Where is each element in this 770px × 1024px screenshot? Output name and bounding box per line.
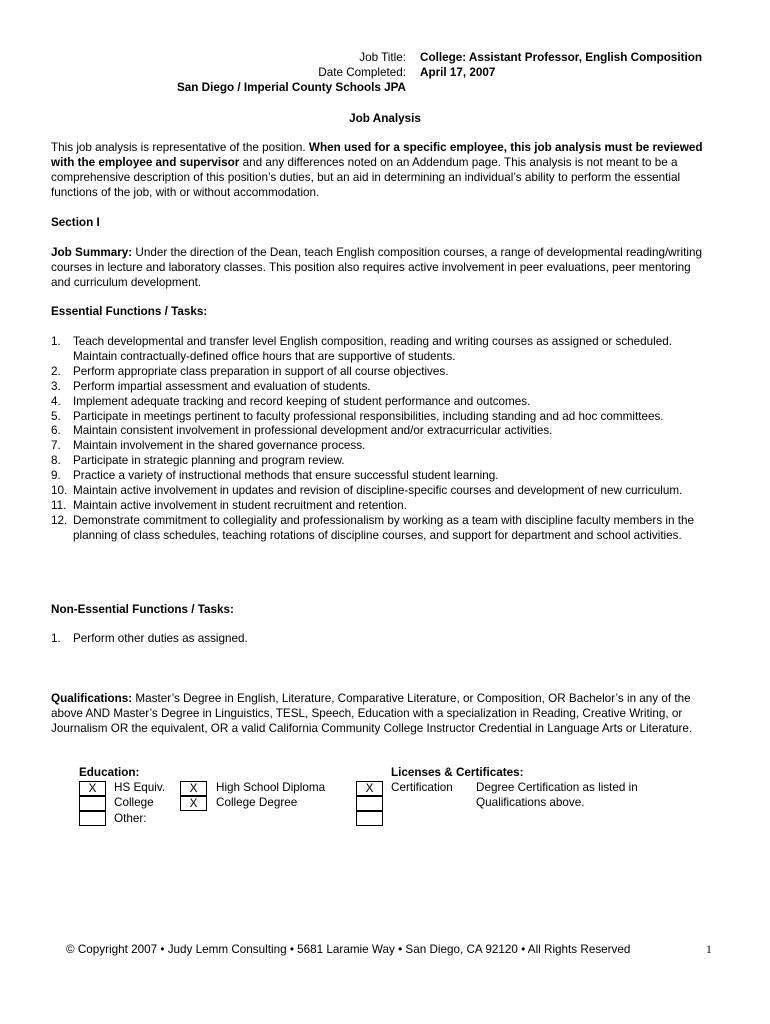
section-heading: Section I: [51, 216, 100, 229]
page-number: 1: [706, 943, 712, 956]
job-summary-paragraph: [51, 246, 711, 291]
education-checkbox-hs-diploma[interactable]: X: [180, 781, 207, 796]
license-note-line-2: Qualifications above.: [476, 796, 585, 809]
list-item: 11. Maintain active involvement in student recruitment and retention.: [51, 498, 407, 512]
essential-functions-heading: Essential Functions / Tasks:: [51, 305, 208, 318]
non-essential-functions-list: [51, 632, 711, 647]
date-completed-value: April 17, 2007: [420, 66, 496, 79]
qualifications-paragraph: [51, 692, 711, 737]
header-date-row: [0, 66, 770, 81]
education-checkbox-hs-equiv[interactable]: X: [79, 781, 106, 796]
job-summary-text: Under the direction of the Dean, teach English composition courses, a range of developmental reading/writing courses in lecture and laboratory classes. This position also requires active involvement in peer evaluations, peer mentoring and curriculum development.: [51, 246, 702, 289]
document-title: Job Analysis: [349, 112, 421, 125]
education-checkbox-college-degree[interactable]: X: [180, 796, 207, 811]
list-item: 6. Maintain consistent involvement in professional development and/or extracurricular activities.: [51, 424, 553, 438]
intro-text-end: and any differences noted on an Addendum page. This analysis is not meant to be a comprehensive description of this position’s duties, but an aid in determining an individual’s ability to perform the essential functions of the job, with or without accommodation.: [51, 155, 681, 199]
non-essential-functions-heading: Non-Essential Functions / Tasks:: [51, 603, 234, 616]
job-title-value: College: Assistant Professor, English Composition: [420, 51, 703, 64]
copyright-text: © Copyright 2007 • Judy Lemm Consulting • 5681 Laramie Way • San Diego, CA 92120 • All Rights Reserved: [66, 943, 631, 956]
list-item: 4. Implement adequate tracking and record keeping of student performance and outcomes.: [51, 394, 531, 408]
date-completed-label: Date Completed:: [318, 66, 406, 79]
list-item: 2. Perform appropriate class preparation in support of all course objectives.: [51, 364, 449, 378]
list-item: 10. Maintain active involvement in updates and revision of discipline-specific courses and development of new curriculum.: [51, 484, 683, 498]
license-note-line-1: Degree Certification as listed in: [476, 781, 638, 794]
list-item: 1. Perform other duties as assigned.: [51, 632, 248, 645]
header-org-row: [0, 81, 770, 96]
essential-functions-list: [51, 335, 711, 544]
license-checkbox-certification[interactable]: X: [356, 781, 383, 796]
education-label-college-degree: College Degree: [216, 796, 298, 809]
education-checkbox-college[interactable]: [79, 796, 106, 811]
intro-paragraph: [51, 141, 711, 201]
list-item: 7. Maintain involvement in the shared governance process.: [51, 439, 366, 453]
list-item: 1. Teach developmental and transfer level English composition, reading and writing courses as assigned or scheduled. Maintain contractually-defined office hours that are supportive of students.: [51, 335, 673, 363]
intro-text-start: This job analysis is representative of the position.: [51, 141, 309, 154]
licenses-heading: Licenses & Certificates:: [391, 766, 524, 779]
list-item: 12. Demonstrate commitment to collegiality and professionalism by working as a team with discipline faculty members in the planning of class schedules, teaching rotations of discipline courses, and support for department and school activities.: [51, 513, 694, 542]
list-item: 8. Participate in strategic planning and program review.: [51, 454, 345, 468]
list-item: 3. Perform impartial assessment and evaluation of students.: [51, 379, 371, 393]
intro-bold-text: When used for a specific employee, this job analysis must be reviewed with the employee and supervisor: [51, 141, 703, 169]
job-summary-label: Job Summary:: [51, 246, 133, 259]
header-job-title-row: [0, 51, 770, 66]
education-label-college: College: [114, 796, 154, 809]
education-label-hs-diploma: High School Diploma: [216, 781, 326, 794]
qualifications-text: Master’s Degree in English, Literature, Comparative Literature, or Composition, OR Bachelor’s in any of the above AND Master’s Degree in Linguistics, TESL, Speech, Education with a specialization in Reading, Creative Writing, or Journalism OR the equivalent, OR a valid California Community College Instructor Credential in Language Arts or Literature.: [51, 692, 693, 735]
license-checkbox-2[interactable]: [356, 796, 383, 811]
education-checkbox-other[interactable]: [79, 811, 106, 826]
education-label-hs-equiv: HS Equiv.: [114, 781, 166, 794]
organization-name: San Diego / Imperial County Schools JPA: [176, 81, 406, 94]
license-label-certification: Certification: [391, 781, 453, 794]
qualifications-label: Qualifications:: [51, 692, 133, 705]
job-title-label: Job Title:: [359, 51, 406, 64]
list-item: 9. Practice a variety of instructional methods that ensure successful student learning.: [51, 469, 499, 483]
list-item: 5. Participate in meetings pertinent to faculty professional responsibilities, including standing and ad hoc committees.: [51, 409, 664, 423]
education-label-other: Other:: [114, 812, 147, 825]
license-checkbox-3[interactable]: [356, 811, 383, 826]
education-heading: Education:: [79, 766, 140, 779]
